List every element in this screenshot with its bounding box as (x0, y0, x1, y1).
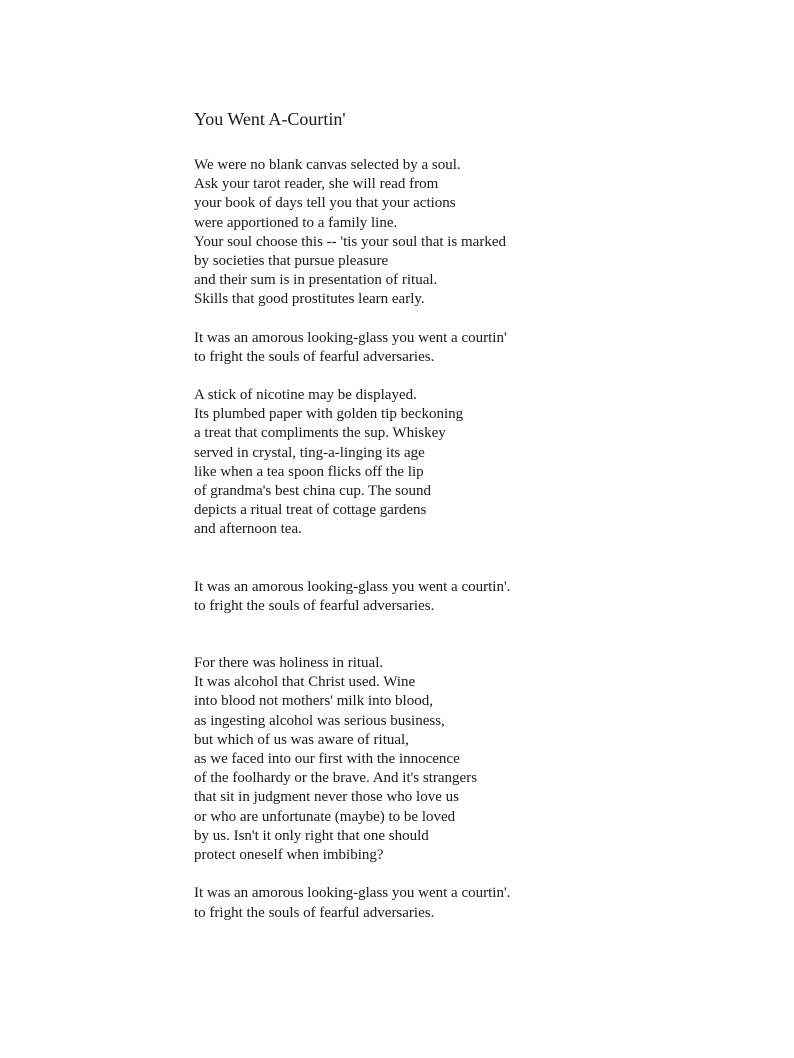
poem-line: For there was holiness in ritual. (194, 655, 384, 672)
poem-line: served in crystal, ting-a-linging its age (194, 444, 425, 461)
poem-line: to fright the souls of fearful adversaries. (194, 597, 435, 614)
stanza-5 (194, 654, 754, 865)
poem-line: as ingesting alcohol was serious business, (194, 712, 445, 729)
poem-line: into blood not mothers' milk into blood, (194, 693, 433, 710)
poem-line: It was alcohol that Christ used. Wine (194, 674, 416, 691)
poem-line: of grandma's best china cup. The sound (194, 483, 431, 500)
poem (194, 108, 754, 923)
poem-line: It was an amorous looking-glass you went a courtin' (194, 329, 507, 346)
poem-title: You Went A-Courtin' (194, 109, 346, 129)
stanza-6-refrain (194, 884, 754, 922)
stanza-1 (194, 156, 754, 310)
poem-line: were apportioned to a family line. (194, 214, 398, 231)
poem-line: It was an amorous looking-glass you went a courtin'. (194, 885, 511, 902)
poem-line: We were no blank canvas selected by a soul. (194, 157, 461, 173)
stanza-2-refrain (194, 329, 754, 367)
stanza-break (194, 540, 754, 578)
poem-line: your book of days tell you that your actions (194, 195, 456, 212)
poem-line: by societies that pursue pleasure (194, 253, 389, 270)
stanza-3 (194, 386, 754, 540)
poem-line: that sit in judgment never those who love us (194, 789, 459, 806)
poem-line: protect oneself when imbibing? (194, 847, 384, 864)
poem-line: A stick of nicotine may be displayed. (194, 387, 417, 404)
stanza-4-refrain (194, 578, 754, 616)
poem-line: as we faced into our first with the innocence (194, 751, 460, 768)
poem-line: a treat that compliments the sup. Whiskey (194, 425, 446, 442)
poem-line: Its plumbed paper with golden tip beckoning (194, 406, 464, 423)
poem-line: and afternoon tea. (194, 521, 302, 538)
stanza-break (194, 367, 754, 386)
poem-line: but which of us was aware of ritual, (194, 731, 409, 748)
stanza-break (194, 865, 754, 884)
poem-line: Ask your tarot reader, she will read from (194, 176, 439, 193)
poem-line: like when a tea spoon flicks off the lip (194, 463, 424, 480)
poem-line: by us. Isn't it only right that one should (194, 827, 429, 844)
poem-line: or who are unfortunate (maybe) to be loved (194, 808, 456, 825)
poem-line: Skills that good prostitutes learn early. (194, 291, 425, 308)
stanza-break (194, 616, 754, 654)
poem-line: to fright the souls of fearful adversaries. (194, 348, 435, 365)
stanza-break (194, 310, 754, 329)
poem-line: and their sum is in presentation of ritual. (194, 272, 438, 289)
poem-line: Your soul choose this -- 'tis your soul that is marked (194, 233, 506, 250)
poem-line: to fright the souls of fearful adversaries. (194, 904, 435, 921)
poem-line: of the foolhardy or the brave. And it's strangers (194, 770, 478, 787)
poem-line: It was an amorous looking-glass you went a courtin'. (194, 578, 511, 595)
poem-line: depicts a ritual treat of cottage gardens (194, 502, 427, 519)
